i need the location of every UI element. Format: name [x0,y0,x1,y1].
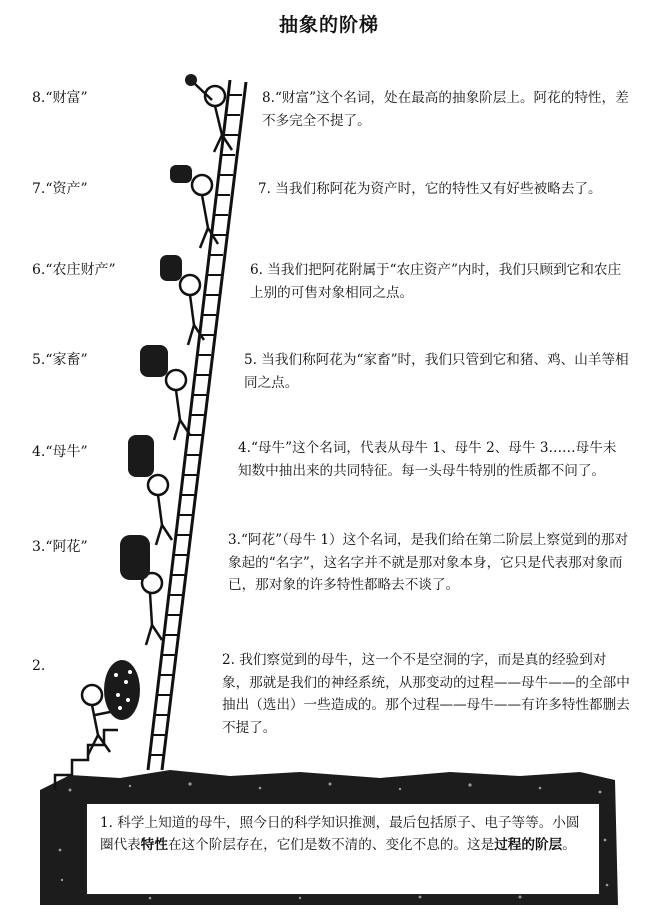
level-4-label: 4.“母牛” [32,444,88,460]
level-7-label: 7.“资产” [32,181,88,197]
level-1-description [100,812,580,856]
bundle-level-3 [120,535,150,580]
bundle-level-2 [104,660,140,720]
level-1-bold-process: 过程的阶层 [494,837,563,853]
level-3-description: 3.“阿花”（母牛 1）这个名词，是我们给在第二阶层上察觉到的那对象起的“名字”，这名字并不就是那对象本身，它只是代表那对象而已，那对象的许多特性都略去不谈了。 [228,532,629,593]
level-8-label: 8.“财富” [32,90,88,106]
level-5-description: 5. 当我们称阿花为“家畜”时，我们只管到它和猪、鸡、山羊等相同之点。 [244,352,629,391]
figure-level-5 [166,370,190,440]
bundle-level-5 [140,345,168,377]
level-2-description: 2. 我们察觉到的母牛，这一个不是空洞的字，而是真的经验到对象，那就是我们的神经系统，从那变动的过程——母牛——的全部中抽出（选出）一些造成的。那个过程——母牛——有许多特性都删去不提了。 [222,652,630,736]
level-1-bold-properties: 特性 [140,837,168,853]
level-3-label: 3.“阿花” [32,539,88,555]
figure-level-4 [148,475,172,545]
level-1-text-2: 在这个阶层存在，它们是数不清的、变化不息的。这是 [167,837,495,853]
bundle-level-8 [185,74,197,86]
bundle-level-6 [160,255,182,281]
level-4-description: 4.“母牛”这个名词，代表从母牛 1、母牛 2、母牛 3……母牛未知数中抽出来的共同特征。每一头母牛特别的性质都不问了。 [238,440,617,479]
level-6-description: 6. 当我们把阿花附属于“农庄资产”内时，我们只顾到它和农庄上别的可售对象相同之点。 [250,262,622,301]
bundle-level-7 [170,165,192,183]
level-2-label: 2. [32,658,46,674]
level-7-description: 7. 当我们称阿花为资产时，它的特性又有好些被略去了。 [258,181,602,197]
figure-level-6 [180,275,204,345]
figure-level-3 [142,573,162,645]
level-1-text-1: 1. 科学上知道的母牛，照今日的科学知识推测，最后包括原子、电子等等。小圆圈代表 [100,815,580,853]
level-6-label: 6.“农庄财产” [32,262,116,278]
ladder-rail-left [148,80,230,770]
bundle-level-4 [128,435,154,477]
level-5-label: 5.“家畜” [32,352,88,368]
level-1-text-3: 。 [562,837,576,853]
page-title: 抽象的阶梯 [278,14,379,36]
level-8-description: 8.“财富”这个名词，处在最高的抽象阶层上。阿花的特性，差不多完全不提了。 [262,90,629,129]
